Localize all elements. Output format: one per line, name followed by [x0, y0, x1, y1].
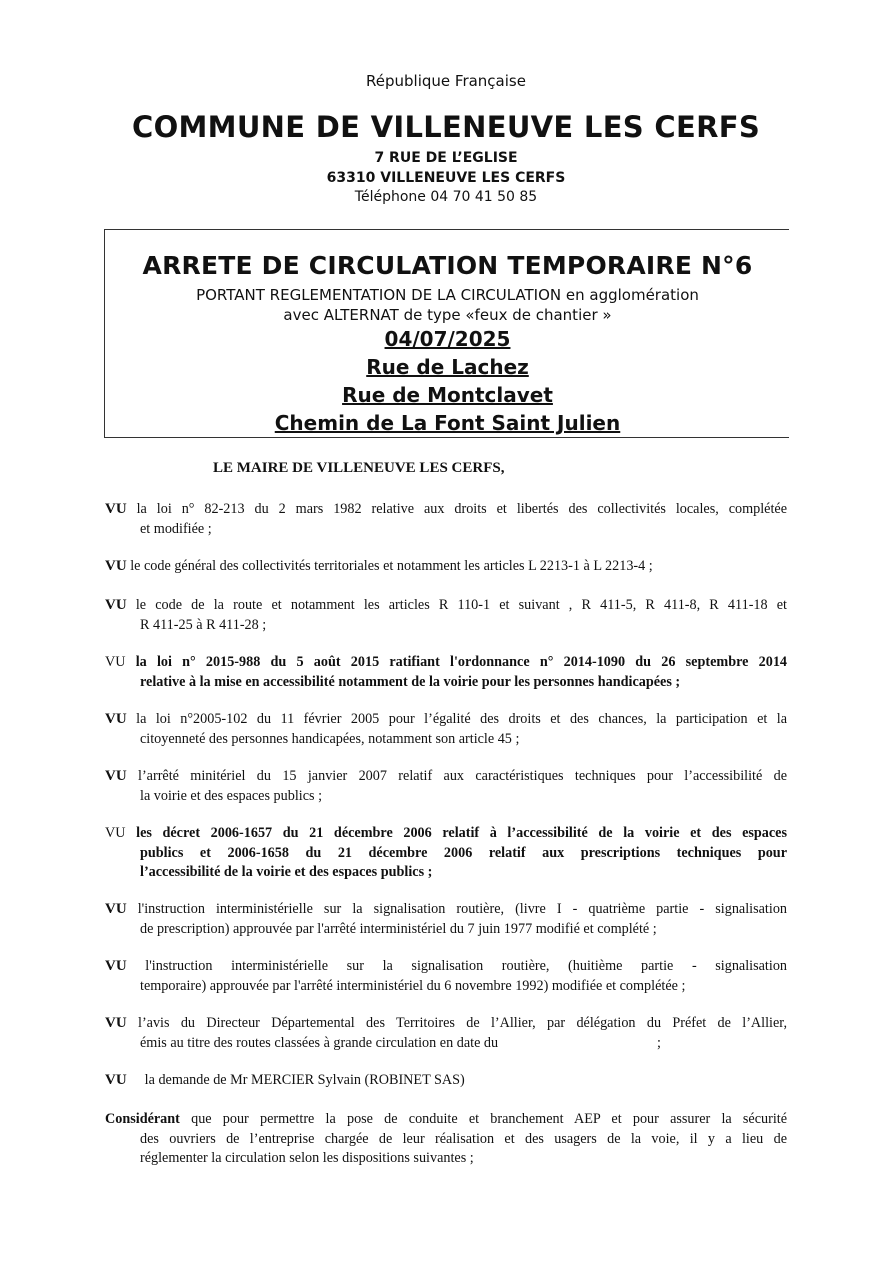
- title-box: [104, 229, 789, 438]
- vu-clause: VU l'instruction interministérielle sur la signalisation routière, (huitième partie - signalisation temporaire) approuvée par l'arrêté interministériel du 6 novembre 1992) modifiée et complétée ;: [105, 958, 788, 994]
- vu-clause: VU l’arrêté minitériel du 15 janvier 2007 relatif aux caractéristiques techniques pour l’accessibilité de la voirie et des espaces publics ;: [105, 768, 788, 804]
- commune-name: COMMUNE DE VILLENEUVE LES CERFS: [131, 110, 761, 144]
- street-name: Rue de Montclavet: [342, 383, 553, 407]
- vu-clause: VU le code de la route et notamment les articles R 110-1 et suivant , R 411-5, R 411-8, R 411-18 et R 411-25 à R 411-28 ;: [105, 597, 788, 633]
- vu-clause: VU la demande de Mr MERCIER Sylvain (ROBINET SAS): [105, 1072, 465, 1088]
- address-street: 7 RUE DE L’EGLISE: [374, 150, 518, 166]
- arrete-date: 04/07/2025: [384, 327, 511, 351]
- vu-clause: VU les décret 2006-1657 du 21 décembre 2006 relatif à l’accessibilité de la voirie et des espaces publics et 2006-1658 du 21 décembre 2006 relatif aux prescriptions techniques pour l’accessibilité de la voirie et des espaces publics ;: [105, 825, 787, 880]
- header-republique: République Française: [366, 72, 526, 90]
- street-name: Chemin de La Font Saint Julien: [274, 411, 621, 435]
- arrete-subtitle: PORTANT REGLEMENTATION DE LA CIRCULATION en agglomération: [196, 286, 699, 304]
- vu-clause: VU le code général des collectivités territoriales et notamment les articles L 2213-1 à L 2213-4 ;: [105, 558, 653, 574]
- vu-clause: VU l’avis du Directeur Départemental des Territoires de l’Allier, par délégation du Préfet de l’Allier, émis au titre des routes classées à grande circulation en date du ;: [105, 1015, 788, 1051]
- vu-clause: VU la loi n° 82-213 du 2 mars 1982 relative aux droits et libertés des collectivités locales, complétée et modifiée ;: [105, 501, 788, 537]
- vu-clause: VU l'instruction interministérielle sur la signalisation routière, (livre I - quatrième partie - signalisation de prescription) approuvée par l'arrêté interministériel du 7 juin 1977 modifié et complété ;: [105, 901, 788, 937]
- address-city: 63310 VILLENEUVE LES CERFS: [326, 170, 566, 186]
- vu-clause: VU la loi n° 2015-988 du 5 août 2015 ratifiant l'ordonnance n° 2014-1090 du 26 septembre 2014 relative à la mise en accessibilité notamment de la voirie pour les personnes handicapées ;: [105, 654, 788, 690]
- arrete-title: ARRETE DE CIRCULATION TEMPORAIRE N°6: [142, 251, 753, 280]
- phone-number: Téléphone 04 70 41 50 85: [354, 189, 538, 205]
- maire-heading: LE MAIRE DE VILLENEUVE LES CERFS,: [213, 460, 505, 476]
- considerant-clause: Considérant que pour permettre la pose de conduite et branchement AEP et pour assurer la sécurité des ouvriers de l’entreprise chargée de leur réalisation et des usagers de la voie, il y a lieu de réglementer la circulation selon les dispositions suivantes ;: [105, 1111, 787, 1166]
- street-name: Rue de Lachez: [366, 355, 529, 379]
- vu-clause: VU la loi n°2005-102 du 11 février 2005 pour l’égalité des droits et des chances, la participation et la citoyenneté des personnes handicapées, notamment son article 45 ;: [105, 711, 788, 747]
- arrete-alternat: avec ALTERNAT de type «feux de chantier »: [283, 306, 612, 324]
